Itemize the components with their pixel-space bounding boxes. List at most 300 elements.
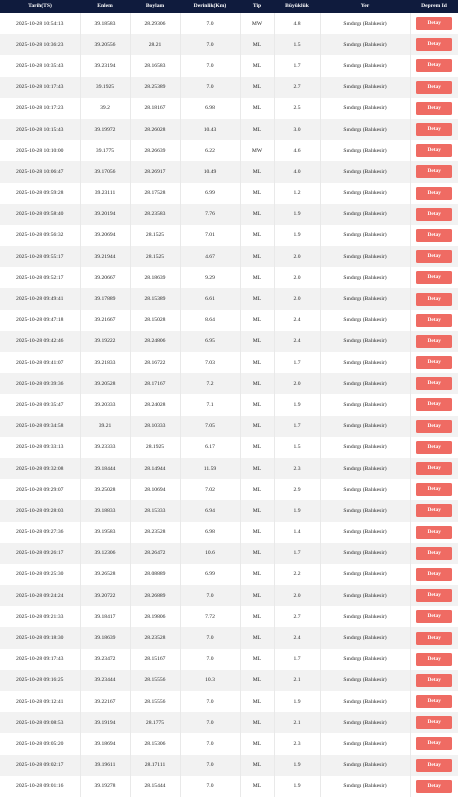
cell-date: 2025-10-28 09:25:30: [0, 564, 80, 585]
cell-magnitude: 4.6: [274, 140, 320, 161]
cell-latitude: 39.20694: [80, 225, 130, 246]
cell-latitude: 39.18639: [80, 627, 130, 648]
cell-type: ML: [240, 627, 274, 648]
cell-depth: 7.05: [180, 416, 240, 437]
cell-longitude: 28.23528: [130, 627, 180, 648]
detail-button[interactable]: Detay: [416, 398, 452, 411]
cell-depth: 6.98: [180, 98, 240, 119]
cell-depth: 7.0: [180, 13, 240, 34]
cell-depth: 7.1: [180, 394, 240, 415]
table-row: [0, 77, 458, 98]
cell-action: [410, 352, 458, 373]
cell-depth: 7.0: [180, 712, 240, 733]
cell-longitude: 28.26028: [130, 119, 180, 140]
cell-longitude: 28.23528: [130, 522, 180, 543]
table-row: [0, 225, 458, 246]
cell-location: Sındırgı (Balıkesir): [320, 77, 410, 98]
cell-type: ML: [240, 649, 274, 670]
detail-button[interactable]: Detay: [416, 377, 452, 390]
cell-longitude: 28.18167: [130, 98, 180, 119]
detail-button[interactable]: Detay: [416, 737, 452, 750]
cell-latitude: 39.20333: [80, 394, 130, 415]
cell-action: [410, 691, 458, 712]
cell-type: ML: [240, 522, 274, 543]
header-row: [0, 0, 458, 13]
cell-action: [410, 161, 458, 182]
cell-longitude: 28.19806: [130, 606, 180, 627]
cell-location: Sındırgı (Balıkesir): [320, 479, 410, 500]
cell-depth: 11.59: [180, 458, 240, 479]
detail-button[interactable]: Detay: [416, 123, 452, 136]
cell-latitude: 39.23333: [80, 437, 130, 458]
cell-action: [410, 500, 458, 521]
cell-latitude: 39.19972: [80, 119, 130, 140]
detail-button[interactable]: Detay: [416, 716, 452, 729]
cell-location: Sındırgı (Balıkesir): [320, 34, 410, 55]
cell-date: 2025-10-28 09:28:03: [0, 500, 80, 521]
cell-location: Sındırgı (Balıkesir): [320, 416, 410, 437]
cell-depth: 7.0: [180, 585, 240, 606]
cell-magnitude: 2.0: [274, 585, 320, 606]
cell-latitude: 39.17056: [80, 161, 130, 182]
cell-type: ML: [240, 98, 274, 119]
detail-button[interactable]: Detay: [416, 462, 452, 475]
cell-location: Sındırgı (Balıkesir): [320, 712, 410, 733]
cell-depth: 6.17: [180, 437, 240, 458]
cell-magnitude: 1.4: [274, 522, 320, 543]
cell-type: ML: [240, 416, 274, 437]
cell-type: ML: [240, 776, 274, 797]
cell-type: ML: [240, 691, 274, 712]
cell-date: 2025-10-28 09:17:43: [0, 649, 80, 670]
header-type: Tip: [252, 3, 262, 9]
cell-latitude: 39.21667: [80, 310, 130, 331]
cell-action: [410, 776, 458, 797]
cell-location: Sındırgı (Balıkesir): [320, 204, 410, 225]
cell-magnitude: 1.7: [274, 55, 320, 76]
cell-longitude: 28.25389: [130, 77, 180, 98]
cell-longitude: 28.15333: [130, 500, 180, 521]
cell-latitude: 39.19222: [80, 331, 130, 352]
cell-longitude: 28.24028: [130, 394, 180, 415]
cell-location: Sındırgı (Balıkesir): [320, 161, 410, 182]
cell-location: Sındırgı (Balıkesir): [320, 585, 410, 606]
cell-longitude: 28.17111: [130, 755, 180, 776]
detail-button[interactable]: Detay: [416, 653, 452, 666]
table-row: [0, 394, 458, 415]
cell-latitude: 39.20722: [80, 585, 130, 606]
cell-date: 2025-10-28 09:05:20: [0, 733, 80, 754]
cell-magnitude: 2.4: [274, 310, 320, 331]
cell-action: [410, 34, 458, 55]
cell-longitude: 28.15556: [130, 691, 180, 712]
table-body: [0, 13, 458, 797]
cell-location: Sındırgı (Balıkesir): [320, 394, 410, 415]
detail-button[interactable]: Detay: [416, 674, 452, 687]
cell-depth: 4.67: [180, 246, 240, 267]
cell-longitude: 28.29306: [130, 13, 180, 34]
cell-magnitude: 3.0: [274, 119, 320, 140]
table-row: [0, 776, 458, 797]
cell-date: 2025-10-28 09:52:17: [0, 267, 80, 288]
cell-longitude: 28.1525: [130, 225, 180, 246]
cell-depth: 7.0: [180, 77, 240, 98]
cell-location: Sındırgı (Balıkesir): [320, 606, 410, 627]
detail-button[interactable]: Detay: [416, 547, 452, 560]
cell-action: [410, 606, 458, 627]
cell-latitude: 39.19194: [80, 712, 130, 733]
cell-date: 2025-10-28 09:35:47: [0, 394, 80, 415]
cell-action: [410, 98, 458, 119]
cell-date: 2025-10-28 10:10:00: [0, 140, 80, 161]
cell-latitude: 39.18583: [80, 13, 130, 34]
cell-magnitude: 1.9: [274, 204, 320, 225]
cell-action: [410, 119, 458, 140]
cell-type: ML: [240, 225, 274, 246]
table-row: [0, 416, 458, 437]
cell-longitude: 28.26917: [130, 161, 180, 182]
cell-depth: 10.43: [180, 119, 240, 140]
cell-type: ML: [240, 77, 274, 98]
detail-button[interactable]: Detay: [416, 208, 452, 221]
cell-longitude: 28.10333: [130, 416, 180, 437]
cell-type: ML: [240, 204, 274, 225]
table-row: [0, 712, 458, 733]
header-location: Yer: [360, 3, 370, 9]
cell-longitude: 28.26639: [130, 140, 180, 161]
cell-date: 2025-10-28 10:15:43: [0, 119, 80, 140]
cell-magnitude: 2.0: [274, 288, 320, 309]
detail-button[interactable]: Detay: [416, 38, 452, 51]
cell-latitude: 39.19611: [80, 755, 130, 776]
cell-longitude: 28.1775: [130, 712, 180, 733]
cell-latitude: 39.20194: [80, 204, 130, 225]
cell-depth: 7.02: [180, 479, 240, 500]
cell-location: Sındırgı (Balıkesir): [320, 373, 410, 394]
detail-button[interactable]: Detay: [416, 250, 452, 263]
cell-longitude: 28.14944: [130, 458, 180, 479]
cell-latitude: 39.1775: [80, 140, 130, 161]
detail-button[interactable]: Detay: [416, 59, 452, 72]
cell-depth: 10.6: [180, 543, 240, 564]
cell-depth: 6.22: [180, 140, 240, 161]
cell-magnitude: 2.9: [274, 479, 320, 500]
table-row: [0, 119, 458, 140]
cell-date: 2025-10-28 09:56:32: [0, 225, 80, 246]
cell-magnitude: 1.9: [274, 500, 320, 521]
cell-type: MW: [240, 13, 274, 34]
table-row: [0, 267, 458, 288]
cell-magnitude: 2.0: [274, 267, 320, 288]
cell-action: [410, 55, 458, 76]
table-row: [0, 733, 458, 754]
cell-longitude: 28.23583: [130, 204, 180, 225]
cell-depth: 7.0: [180, 733, 240, 754]
detail-button[interactable]: Detay: [416, 165, 452, 178]
cell-date: 2025-10-28 09:32:08: [0, 458, 80, 479]
cell-latitude: 39.18444: [80, 458, 130, 479]
cell-type: ML: [240, 458, 274, 479]
cell-magnitude: 1.5: [274, 437, 320, 458]
detail-button[interactable]: Detay: [416, 632, 452, 645]
cell-latitude: 39.19583: [80, 522, 130, 543]
detail-button[interactable]: Detay: [416, 335, 452, 348]
cell-date: 2025-10-28 09:01:16: [0, 776, 80, 797]
cell-action: [410, 394, 458, 415]
cell-longitude: 28.15306: [130, 733, 180, 754]
header-magnitude: Büyüklük: [285, 3, 309, 9]
cell-location: Sındırgı (Balıkesir): [320, 310, 410, 331]
cell-depth: 9.29: [180, 267, 240, 288]
table-row: [0, 331, 458, 352]
cell-longitude: 28.24806: [130, 331, 180, 352]
header-depth: Derinlik(Km): [193, 3, 227, 9]
detail-button[interactable]: Detay: [416, 314, 452, 327]
cell-latitude: 39.23472: [80, 649, 130, 670]
cell-depth: 6.94: [180, 500, 240, 521]
detail-button[interactable]: Detay: [416, 229, 452, 242]
cell-location: Sındırgı (Balıkesir): [320, 564, 410, 585]
cell-location: Sındırgı (Balıkesir): [320, 500, 410, 521]
cell-type: ML: [240, 183, 274, 204]
cell-latitude: 39.23111: [80, 183, 130, 204]
table-row: [0, 183, 458, 204]
cell-date: 2025-10-28 10:17:23: [0, 98, 80, 119]
cell-date: 2025-10-28 09:42:46: [0, 331, 80, 352]
detail-button[interactable]: Detay: [416, 483, 452, 496]
cell-longitude: 28.1525: [130, 246, 180, 267]
detail-button[interactable]: Detay: [416, 610, 452, 623]
cell-magnitude: 4.8: [274, 13, 320, 34]
cell-depth: 7.76: [180, 204, 240, 225]
table-row: [0, 246, 458, 267]
cell-latitude: 39.21944: [80, 246, 130, 267]
cell-depth: 6.61: [180, 288, 240, 309]
cell-type: ML: [240, 712, 274, 733]
cell-longitude: 28.08889: [130, 564, 180, 585]
cell-action: [410, 13, 458, 34]
cell-magnitude: 1.5: [274, 34, 320, 55]
cell-longitude: 28.10694: [130, 479, 180, 500]
detail-button[interactable]: Detay: [416, 589, 452, 602]
detail-button[interactable]: Detay: [416, 526, 452, 539]
cell-date: 2025-10-28 10:36:23: [0, 34, 80, 55]
cell-type: ML: [240, 352, 274, 373]
cell-depth: 7.0: [180, 627, 240, 648]
cell-date: 2025-10-28 10:17:43: [0, 77, 80, 98]
table-row: [0, 13, 458, 34]
header-latitude: Enlem: [97, 3, 113, 9]
detail-button[interactable]: Detay: [416, 695, 452, 708]
cell-type: ML: [240, 543, 274, 564]
table-row: [0, 310, 458, 331]
cell-depth: 7.0: [180, 691, 240, 712]
cell-magnitude: 1.9: [274, 776, 320, 797]
cell-type: ML: [240, 564, 274, 585]
detail-button[interactable]: Detay: [416, 17, 452, 30]
cell-location: Sındırgı (Balıkesir): [320, 288, 410, 309]
cell-type: ML: [240, 267, 274, 288]
cell-date: 2025-10-28 09:21:33: [0, 606, 80, 627]
cell-latitude: 39.1925: [80, 77, 130, 98]
cell-date: 2025-10-28 10:35:43: [0, 55, 80, 76]
cell-longitude: 28.15444: [130, 776, 180, 797]
cell-date: 2025-10-28 09:18:30: [0, 627, 80, 648]
cell-type: ML: [240, 755, 274, 776]
cell-latitude: 39.19278: [80, 776, 130, 797]
cell-longitude: 28.15556: [130, 670, 180, 691]
cell-latitude: 39.20667: [80, 267, 130, 288]
cell-depth: 7.2: [180, 373, 240, 394]
cell-location: Sındırgı (Balıkesir): [320, 437, 410, 458]
cell-longitude: 28.17167: [130, 373, 180, 394]
cell-type: ML: [240, 288, 274, 309]
cell-magnitude: 2.0: [274, 373, 320, 394]
cell-latitude: 39.21: [80, 416, 130, 437]
cell-depth: 7.03: [180, 352, 240, 373]
detail-button[interactable]: Detay: [416, 568, 452, 581]
cell-depth: 10.49: [180, 161, 240, 182]
cell-type: ML: [240, 34, 274, 55]
cell-date: 2025-10-28 09:24:24: [0, 585, 80, 606]
table-row: [0, 543, 458, 564]
cell-type: ML: [240, 55, 274, 76]
detail-button[interactable]: Detay: [416, 441, 452, 454]
cell-action: [410, 670, 458, 691]
cell-date: 2025-10-28 09:59:28: [0, 183, 80, 204]
cell-location: Sındırgı (Balıkesir): [320, 755, 410, 776]
cell-depth: 7.72: [180, 606, 240, 627]
cell-action: [410, 225, 458, 246]
detail-button[interactable]: Detay: [416, 356, 452, 369]
table-row: [0, 649, 458, 670]
detail-button[interactable]: Detay: [416, 759, 452, 772]
cell-longitude: 28.17528: [130, 183, 180, 204]
cell-magnitude: 2.0: [274, 246, 320, 267]
cell-magnitude: 2.5: [274, 98, 320, 119]
cell-magnitude: 2.4: [274, 627, 320, 648]
cell-date: 2025-10-28 09:58:40: [0, 204, 80, 225]
cell-date: 2025-10-28 09:47:18: [0, 310, 80, 331]
table-row: [0, 627, 458, 648]
cell-date: 2025-10-28 09:08:53: [0, 712, 80, 733]
cell-action: [410, 140, 458, 161]
cell-depth: 6.99: [180, 564, 240, 585]
cell-latitude: 39.25028: [80, 479, 130, 500]
cell-location: Sındırgı (Balıkesir): [320, 776, 410, 797]
cell-type: ML: [240, 373, 274, 394]
cell-latitude: 39.20528: [80, 373, 130, 394]
cell-location: Sındırgı (Balıkesir): [320, 246, 410, 267]
cell-action: [410, 288, 458, 309]
table-row: [0, 755, 458, 776]
cell-type: ML: [240, 310, 274, 331]
cell-location: Sındırgı (Balıkesir): [320, 627, 410, 648]
cell-location: Sındırgı (Balıkesir): [320, 670, 410, 691]
detail-button[interactable]: Detay: [416, 144, 452, 157]
cell-date: 2025-10-28 09:02:17: [0, 755, 80, 776]
table-row: [0, 55, 458, 76]
cell-location: Sındırgı (Balıkesir): [320, 183, 410, 204]
cell-action: [410, 479, 458, 500]
cell-action: [410, 712, 458, 733]
cell-date: 2025-10-28 09:29:07: [0, 479, 80, 500]
cell-date: 2025-10-28 09:26:17: [0, 543, 80, 564]
cell-location: Sındırgı (Balıkesir): [320, 352, 410, 373]
cell-date: 2025-10-28 09:55:17: [0, 246, 80, 267]
detail-button[interactable]: Detay: [416, 81, 452, 94]
detail-button[interactable]: Detay: [416, 420, 452, 433]
table-row: [0, 670, 458, 691]
detail-button[interactable]: Detay: [416, 187, 452, 200]
cell-action: [410, 458, 458, 479]
cell-longitude: 28.15028: [130, 310, 180, 331]
detail-button[interactable]: Detay: [416, 102, 452, 115]
cell-action: [410, 522, 458, 543]
cell-date: 2025-10-28 09:41:07: [0, 352, 80, 373]
table-row: [0, 288, 458, 309]
detail-button[interactable]: Detay: [416, 780, 452, 793]
table-row: [0, 606, 458, 627]
detail-button[interactable]: Detay: [416, 271, 452, 284]
cell-action: [410, 183, 458, 204]
detail-button[interactable]: Detay: [416, 293, 452, 306]
cell-location: Sındırgı (Balıkesir): [320, 543, 410, 564]
cell-location: Sındırgı (Balıkesir): [320, 13, 410, 34]
cell-latitude: 39.23444: [80, 670, 130, 691]
cell-type: ML: [240, 479, 274, 500]
cell-date: 2025-10-28 09:33:13: [0, 437, 80, 458]
cell-location: Sındırgı (Balıkesir): [320, 267, 410, 288]
cell-magnitude: 2.4: [274, 331, 320, 352]
cell-longitude: 28.15167: [130, 649, 180, 670]
cell-magnitude: 2.1: [274, 712, 320, 733]
cell-location: Sındırgı (Balıkesir): [320, 649, 410, 670]
cell-depth: 7.0: [180, 776, 240, 797]
cell-action: [410, 733, 458, 754]
cell-magnitude: 1.7: [274, 543, 320, 564]
cell-longitude: 28.26472: [130, 543, 180, 564]
table-row: [0, 458, 458, 479]
cell-latitude: 39.26528: [80, 564, 130, 585]
cell-date: 2025-10-28 09:27:36: [0, 522, 80, 543]
cell-depth: 6.99: [180, 183, 240, 204]
cell-type: ML: [240, 585, 274, 606]
cell-depth: 6.98: [180, 522, 240, 543]
table-row: [0, 479, 458, 500]
cell-action: [410, 267, 458, 288]
cell-date: 2025-10-28 10:54:13: [0, 13, 80, 34]
cell-type: ML: [240, 246, 274, 267]
table-row: [0, 564, 458, 585]
detail-button[interactable]: Detay: [416, 504, 452, 517]
cell-depth: 10.3: [180, 670, 240, 691]
cell-longitude: 28.21: [130, 34, 180, 55]
cell-type: ML: [240, 733, 274, 754]
table-header: [0, 0, 458, 13]
cell-type: ML: [240, 437, 274, 458]
cell-date: 2025-10-28 09:12:41: [0, 691, 80, 712]
cell-longitude: 28.1925: [130, 437, 180, 458]
table-row: [0, 98, 458, 119]
cell-magnitude: 2.3: [274, 458, 320, 479]
cell-depth: 6.95: [180, 331, 240, 352]
table-row: [0, 204, 458, 225]
cell-location: Sındırgı (Balıkesir): [320, 98, 410, 119]
cell-location: Sındırgı (Balıkesir): [320, 522, 410, 543]
cell-type: ML: [240, 394, 274, 415]
cell-longitude: 28.18639: [130, 267, 180, 288]
